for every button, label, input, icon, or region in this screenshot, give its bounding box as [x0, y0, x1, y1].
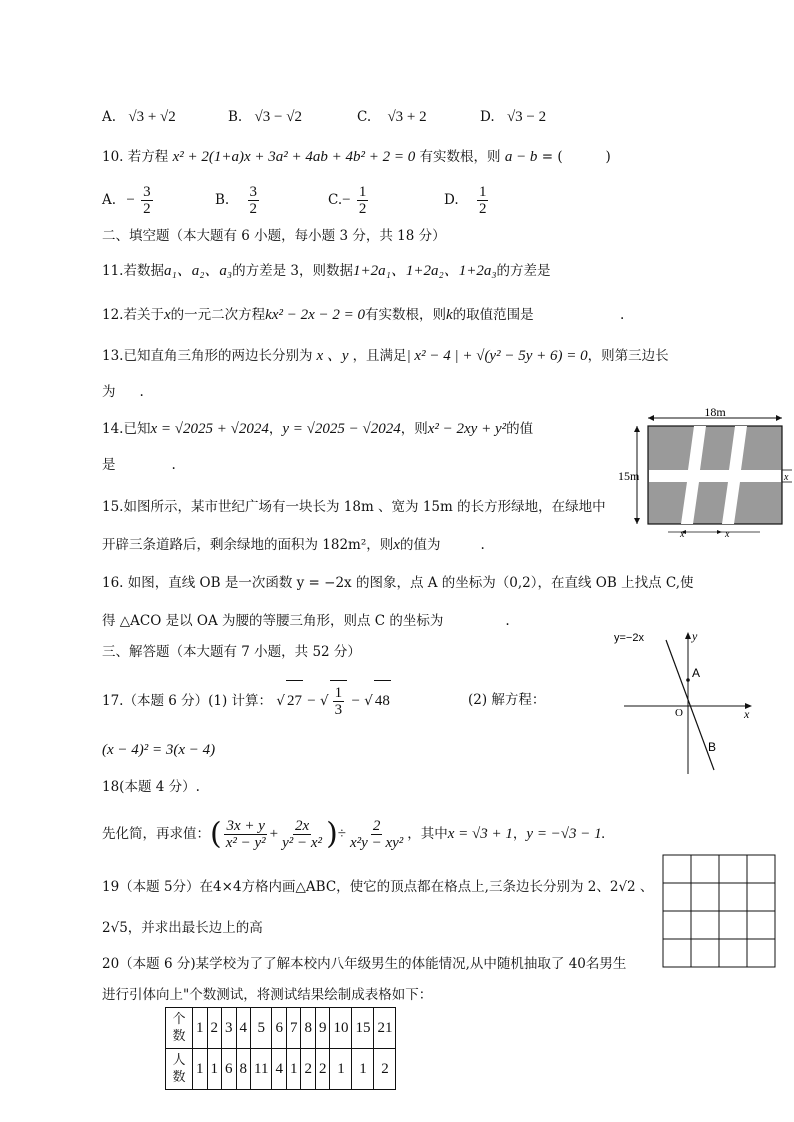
- q9-option-a: √3 + √2: [128, 109, 176, 125]
- frac-num: 3x + y: [226, 818, 265, 834]
- arrow-icon: [634, 518, 640, 524]
- frac-den: 2: [358, 201, 367, 217]
- arrow-icon: [717, 530, 722, 534]
- frac-den: x²y − xy²: [350, 835, 404, 851]
- q17-radicand-2: 48: [374, 680, 391, 721]
- q12-text-3: 有实数根，则: [365, 307, 446, 323]
- q9-option-c: √3 + 2: [387, 109, 427, 125]
- q18-sep: ，: [512, 826, 527, 842]
- q9-option-b-label: B.: [228, 109, 243, 125]
- fig15-x-bottom-1: x: [680, 529, 685, 540]
- q9-option-d-row: [480, 108, 546, 126]
- q10-option-d-frac: [477, 184, 489, 217]
- arrow-icon: [648, 415, 654, 421]
- fig15-left-label: 15m: [618, 469, 640, 483]
- q10-question: [102, 148, 611, 166]
- line-ob: [666, 640, 717, 770]
- q11-text-3: 的方差是: [496, 263, 551, 279]
- q18-frac-1: [224, 818, 268, 851]
- q12-text-1: 12.若关于: [102, 307, 164, 323]
- q10-option-b-row: [215, 182, 261, 218]
- q15-line-1: 15.如图所示，某市世纪广场有一块长为 18m 、宽为 15m 的长方形绿地，在绿地中: [102, 499, 606, 515]
- q13-text-1: 13.已知直角三角形的两边长分别为: [102, 348, 313, 364]
- q9-option-b: √3 − √2: [254, 109, 302, 125]
- q14-text-1: 14.已知: [102, 421, 151, 437]
- line-label: y=−2x: [614, 632, 644, 644]
- q10-middle: 有实数根，则: [419, 149, 501, 165]
- q10-target: a − b: [504, 149, 538, 165]
- fig15-x-right: x: [784, 472, 789, 483]
- q13-question: [102, 347, 669, 365]
- q10-equation: x² + 2(1+a)x + 3a² + 4ab + 4b² + 2 = 0: [172, 149, 416, 165]
- q15-line2-b: 的值为: [399, 537, 441, 553]
- q15-end: .: [480, 537, 485, 553]
- table-row-people: [166, 1049, 396, 1090]
- q12-text-2: 的一元二次方程: [170, 307, 266, 323]
- q16-line-2: [102, 612, 510, 630]
- q13-line2-text: 为: [102, 384, 116, 400]
- frac-den: y² − x²: [282, 835, 323, 851]
- q18-title: 18(本题 4 分）.: [102, 779, 200, 795]
- x-axis-label: x: [744, 707, 750, 721]
- q11-text-1: 11.若数据: [102, 263, 164, 279]
- sqrt-icon: √: [276, 693, 285, 709]
- y-axis-label: y: [692, 629, 698, 643]
- q19-line-2: 2√5，并求出最长边上的高: [102, 920, 263, 936]
- table-cell: 4: [272, 1049, 287, 1090]
- q18-question: [102, 812, 605, 857]
- table-cell: 2: [207, 1008, 222, 1049]
- q15-line-2: [102, 536, 485, 554]
- q14-x-def: x = √2025 + √2024: [150, 421, 269, 437]
- frac-den: 2: [478, 201, 487, 217]
- table-cell: 5: [251, 1008, 272, 1049]
- q9-option-c-label: C.: [357, 109, 372, 125]
- q18-text-1: 先化简，再求值：: [102, 826, 210, 842]
- table-cell: 6: [272, 1008, 287, 1049]
- q10-option-b-label: B.: [215, 192, 230, 208]
- q18-text-2: ，其中: [407, 826, 448, 842]
- q9-options: [102, 108, 176, 126]
- q10-option-d-label: D.: [444, 192, 459, 208]
- q10-option-a-label: A.: [102, 192, 117, 208]
- table-cell: 1: [193, 1008, 208, 1049]
- frac-num: 3: [249, 184, 258, 200]
- q19-line-1: 19（本题 5分）在4×4方格内画△ABC，使它的顶点都在格点上,三条边长分别为 2、2√2 、: [102, 879, 654, 895]
- sqrt-icon: √: [320, 693, 329, 709]
- q13-text-3: ，则第三边长: [587, 348, 669, 364]
- q14-y-def: y = √2025 − √2024: [282, 421, 401, 437]
- q12-text-4: 的取值范围是: [452, 307, 534, 323]
- q10-option-d-row: [444, 182, 490, 218]
- q13-equation: | x² − 4 | + √(y² − 5y + 6) = 0: [406, 348, 588, 364]
- table-cell: 8: [236, 1049, 251, 1090]
- q10-option-c-row: [328, 182, 370, 218]
- q10-option-c-label: C.: [328, 192, 343, 208]
- q17-eq-text: (x − 4)² = 3(x − 4): [102, 742, 216, 758]
- q13-xy: x 、y: [316, 348, 349, 364]
- q14-line-2: [102, 456, 176, 474]
- point-a-marker: [686, 678, 690, 682]
- q15-figure: [612, 404, 794, 542]
- q11-exprs: 1+2a₁、1+2a₂、1+2a₃: [353, 263, 497, 279]
- horizontal-road: [649, 470, 781, 482]
- frac-num: 2x: [295, 818, 310, 834]
- arrow-icon: [776, 415, 782, 421]
- table-cell: 4: [236, 1008, 251, 1049]
- q11-text-2: 的方差是 3，则数据: [232, 263, 354, 279]
- q14-text-2: ，则: [400, 421, 428, 437]
- q14-question: [102, 420, 533, 438]
- q17-minus-2: −: [351, 693, 360, 709]
- q16-line-1: 16. 如图，直线 OB 是一次函数 y = −2x 的图象，点 A 的坐标为（0,2），在直线 OB 上找点 C,使: [102, 575, 694, 591]
- table-cell: 9: [315, 1008, 330, 1049]
- table-cell: 1: [193, 1049, 208, 1090]
- frac-num: 1: [358, 184, 367, 200]
- table-row-counts: [166, 1008, 396, 1049]
- q12-equation: kx² − 2x − 2 = 0: [265, 307, 365, 323]
- q18-plus: +: [269, 826, 279, 842]
- q17-question: [102, 680, 391, 721]
- left-paren-icon: (: [210, 816, 222, 852]
- q9-option-c-row: [357, 108, 427, 126]
- point-a-label: A: [692, 666, 701, 680]
- q12-question: [102, 306, 534, 324]
- table-cell: 2: [315, 1049, 330, 1090]
- q14-sep: ，: [268, 421, 283, 437]
- q17-minus-1: −: [307, 693, 316, 709]
- q18-frac-2: [280, 818, 324, 851]
- q13-end: .: [139, 384, 144, 400]
- table-cell: 2: [374, 1049, 396, 1090]
- frac-num: 2: [372, 818, 381, 834]
- table-header-counts: 个数: [166, 1008, 193, 1049]
- q17-radicand-1: 27: [286, 680, 303, 721]
- table-cell: 7: [286, 1008, 301, 1049]
- q10-suffix: = ( ): [541, 149, 611, 165]
- table-cell: 1: [207, 1049, 222, 1090]
- q20-data-table: [165, 1007, 396, 1090]
- q20-line-2: 进行引体向上"个数测试，将测试结果绘制成表格如下：: [102, 987, 433, 1003]
- q18-divide: ÷: [337, 826, 347, 842]
- frac-num: 1: [334, 685, 343, 701]
- q16-figure: [608, 626, 758, 776]
- y-axis-arrow-icon: [685, 632, 691, 639]
- q12-k: k: [446, 307, 453, 323]
- frac-num: 3: [143, 184, 151, 200]
- q13-line-2: [102, 383, 144, 401]
- frac-num: 1: [478, 184, 487, 200]
- q17-radicand-frac: [330, 680, 348, 721]
- frac-den: 3: [334, 702, 343, 718]
- q17-text-1: 17.（本题 6 分）(1) 计算：: [102, 693, 273, 709]
- frac-den: 2: [249, 201, 258, 217]
- q9-option-d: √3 − 2: [506, 109, 547, 125]
- q16-end: .: [505, 613, 510, 629]
- q10-option-a-row: [102, 182, 155, 218]
- q12-end: .: [620, 307, 625, 323]
- q17-part-2-label: (2) 解方程：: [468, 692, 546, 708]
- q14-text-3: 的值: [506, 421, 534, 437]
- q17-equation: [102, 741, 215, 759]
- frac-den: x² − y²: [225, 835, 266, 851]
- table-cell: 15: [352, 1008, 374, 1049]
- origin-label: O: [675, 707, 683, 719]
- table-cell: 1: [330, 1049, 352, 1090]
- section-3-title: 三、解答题（本大题有 7 小题，共 52 分）: [102, 644, 361, 660]
- q16-line2-text: 得 △ACO 是以 OA 为腰的等腰三角形，则点 C 的坐标为: [102, 613, 444, 629]
- q11-vars: a₁、a₂、a₃: [163, 263, 233, 279]
- q13-text-2: ，且满足: [352, 348, 407, 364]
- frac-den: 2: [143, 201, 151, 217]
- section-2-title: 二、填空题（本大题有 6 小题，每小题 3 分，共 18 分）: [102, 228, 446, 244]
- q9-option-a-label: A.: [102, 109, 117, 125]
- q14-end: .: [171, 457, 176, 473]
- q18-x-value: x = √3 + 1: [447, 826, 513, 842]
- q10-option-c-sign: −: [342, 192, 351, 208]
- table-cell: 10: [330, 1008, 352, 1049]
- q10-option-a-frac: [141, 184, 153, 217]
- q11-question: [102, 262, 551, 280]
- table-cell: 21: [374, 1008, 396, 1049]
- q18-y-value: y = −√3 − 1.: [526, 826, 606, 842]
- arrow-icon: [634, 426, 640, 432]
- table-cell: 6: [222, 1049, 237, 1090]
- q14-expr: x² − 2xy + y²: [427, 421, 507, 437]
- q15-line2-a: 开辟三条道路后，剩余绿地的面积为 182m²，则: [102, 537, 394, 553]
- table-cell: 3: [222, 1008, 237, 1049]
- sqrt-icon: √: [364, 693, 373, 709]
- q19-grid: [661, 853, 781, 973]
- right-paren-icon: ): [326, 816, 338, 852]
- table-cell: 2: [301, 1049, 316, 1090]
- q20-line-1: 20（本题 6 分)某学校为了了解本校内八年级男生的体能情况,从中随机抽取了 40名男生: [102, 956, 627, 972]
- table-cell: 1: [286, 1049, 301, 1090]
- q10-option-c-frac: [357, 184, 369, 217]
- table-cell: 8: [301, 1008, 316, 1049]
- q9-option-d-label: D.: [480, 109, 495, 125]
- table-cell: 1: [352, 1049, 374, 1090]
- q10-option-a-sign: −: [126, 192, 135, 208]
- q18-frac-3: [348, 818, 405, 851]
- q10-option-b-frac: [248, 184, 260, 217]
- q15-x: x: [393, 537, 400, 553]
- q12-x: x: [163, 307, 171, 323]
- q14-line2-text: 是: [102, 457, 116, 473]
- table-header-people: 人数: [166, 1049, 193, 1090]
- fig15-x-bottom-2: x: [725, 529, 730, 540]
- table-cell: 11: [251, 1049, 272, 1090]
- q9-option-b-row: [228, 108, 302, 126]
- fig15-top-label: 18m: [704, 405, 726, 419]
- q10-prefix: 10. 若方程: [102, 149, 169, 165]
- point-b-label: B: [708, 740, 717, 754]
